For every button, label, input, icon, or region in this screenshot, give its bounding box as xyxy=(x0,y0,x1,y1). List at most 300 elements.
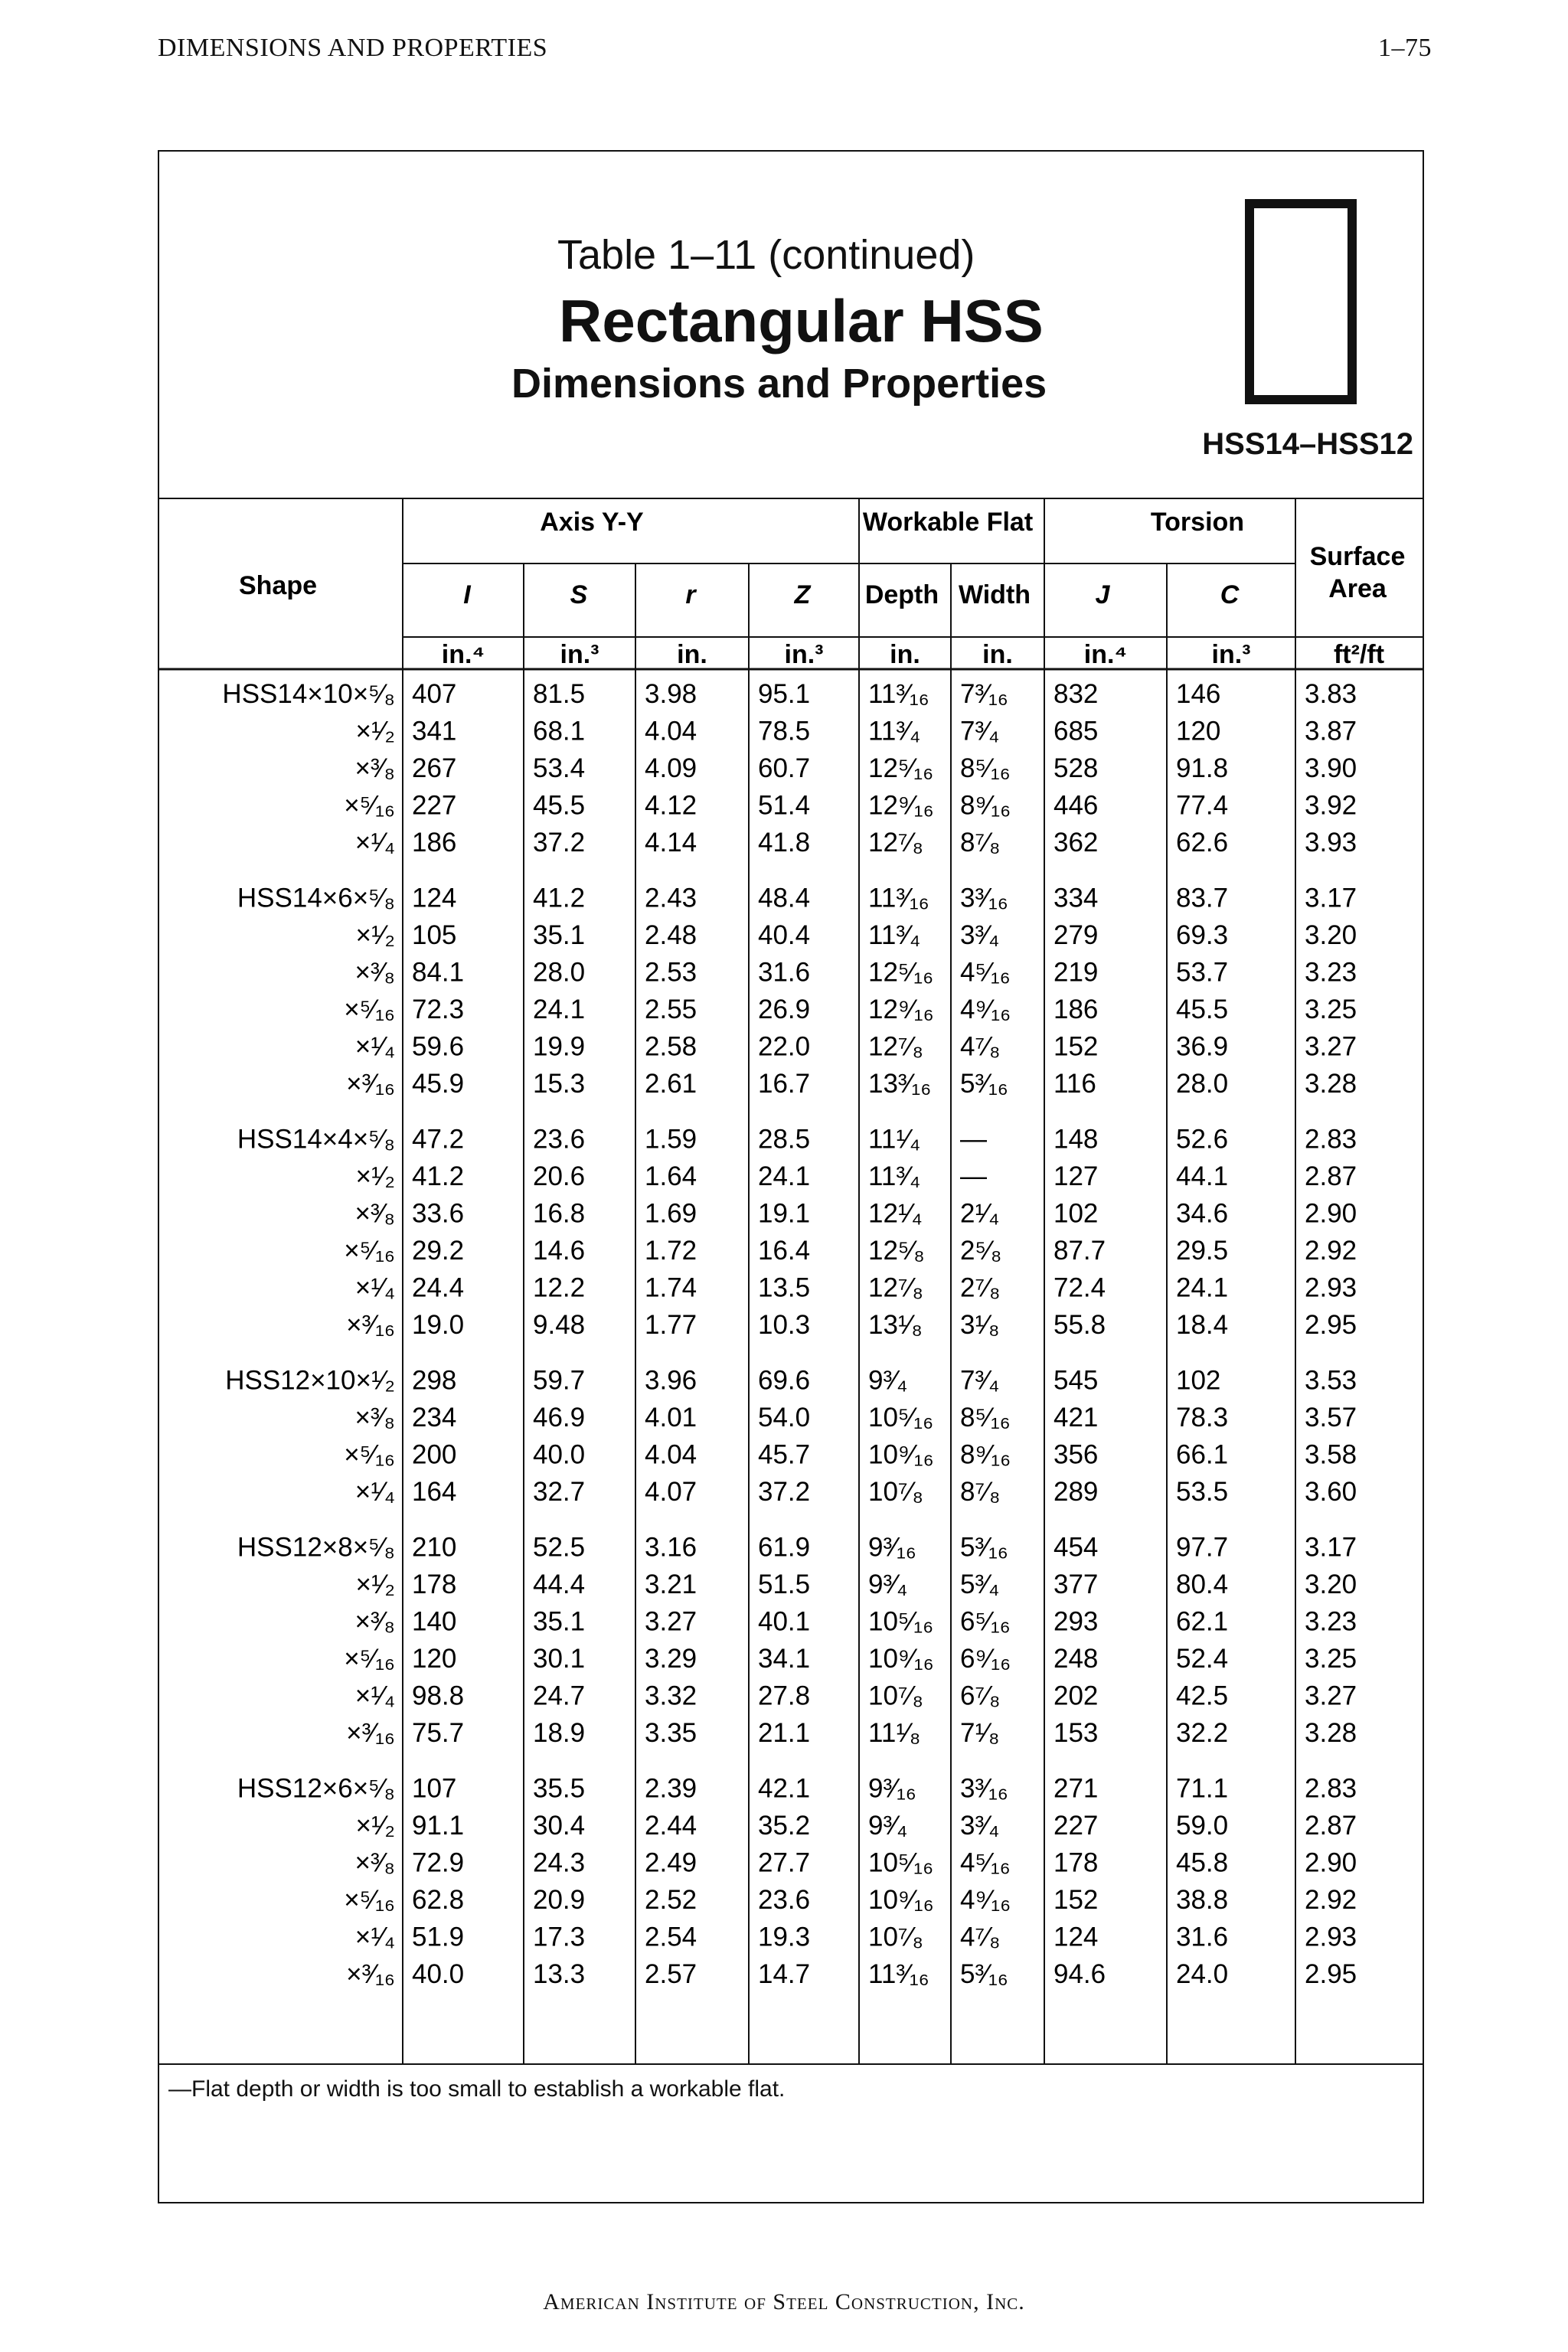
table-cell: 148 xyxy=(1054,1124,1099,1155)
table-cell: 83.7 xyxy=(1176,883,1229,913)
table-cell: 3³⁄₄ xyxy=(960,1811,1000,1841)
table-cell: 202 xyxy=(1054,1681,1099,1711)
table-cell: 120 xyxy=(1176,716,1221,746)
table-cell: 21.1 xyxy=(758,1718,811,1748)
table-cell: 4.12 xyxy=(645,790,697,821)
table-cell: 1.74 xyxy=(645,1272,697,1303)
table-cell: 78.3 xyxy=(1176,1403,1229,1432)
table-cell: 3.93 xyxy=(1305,828,1357,858)
table-cell: 40.0 xyxy=(533,1439,586,1470)
table-cell: 2.83 xyxy=(1305,1773,1357,1804)
table-cell: 30.4 xyxy=(533,1811,586,1841)
table-cell: 81.5 xyxy=(533,679,586,709)
table-cell: 40.0 xyxy=(412,1959,465,1989)
table-cell: 186 xyxy=(1054,995,1099,1024)
table-cell: 14.7 xyxy=(758,1959,811,1989)
table-cell: 44.1 xyxy=(1176,1161,1229,1191)
table-cell: 13.5 xyxy=(758,1272,811,1303)
table-cell: 23.6 xyxy=(533,1124,586,1155)
table-cell: 24.1 xyxy=(533,995,586,1024)
page-number: 1–75 xyxy=(1378,34,1432,62)
table-cell: 2.87 xyxy=(1305,1811,1357,1841)
table-cell: 19.0 xyxy=(412,1310,465,1340)
table-cell: 16.4 xyxy=(758,1236,811,1266)
table-cell: 24.7 xyxy=(533,1681,586,1711)
table-cell: 24.0 xyxy=(1176,1959,1229,1989)
shape-designation: ×⁵⁄₁₆ xyxy=(344,1236,395,1266)
shape-designation: ×⁵⁄₁₆ xyxy=(344,1644,395,1674)
table-cell: 210 xyxy=(412,1532,457,1563)
table-cell: 41.2 xyxy=(533,883,586,913)
table-cell: 41.2 xyxy=(412,1161,465,1191)
table-cell: 51.4 xyxy=(758,790,811,821)
table-cell: 186 xyxy=(412,828,457,858)
shape-range: HSS14–HSS12 xyxy=(1202,427,1413,461)
table-cell: 248 xyxy=(1054,1644,1099,1674)
table-cell: 8⁵⁄₁₆ xyxy=(960,1403,1011,1432)
table-cell: 48.4 xyxy=(758,883,811,913)
table-cell: 3.20 xyxy=(1305,1570,1357,1599)
table-cell: 234 xyxy=(412,1403,457,1432)
table-cell: 52.6 xyxy=(1176,1124,1229,1155)
unit-label: in.³ xyxy=(560,640,599,669)
table-cell: 6⁷⁄₈ xyxy=(960,1681,1001,1711)
table-cell: 24.3 xyxy=(533,1847,586,1878)
table-cell: 298 xyxy=(412,1365,457,1396)
header-Z: Z xyxy=(794,580,811,609)
table-cell: 4⁵⁄₁₆ xyxy=(960,957,1011,988)
table-cell: 3.29 xyxy=(645,1644,697,1674)
table-cell: 16.7 xyxy=(758,1069,811,1099)
table-cell: 9³⁄₄ xyxy=(868,1570,908,1599)
table-cell: 2¹⁄₄ xyxy=(960,1198,1000,1229)
table-cell: 178 xyxy=(1054,1847,1099,1878)
table-cell: 29.2 xyxy=(412,1236,465,1266)
unit-label: in. xyxy=(982,640,1013,669)
table-cell: 40.4 xyxy=(758,920,811,950)
table-cell: 19.9 xyxy=(533,1031,586,1062)
table-cell: 407 xyxy=(412,679,457,709)
table-cell: 178 xyxy=(412,1570,457,1599)
table-cell: 4.04 xyxy=(645,1439,697,1470)
shape-designation: ×¹⁄₄ xyxy=(354,1272,395,1303)
table-cell: 227 xyxy=(412,790,457,821)
table-cell: 12⁷⁄₈ xyxy=(868,1031,923,1062)
table-cell: 26.9 xyxy=(758,995,811,1024)
table-cell: 1.72 xyxy=(645,1236,697,1266)
table-cell: 153 xyxy=(1054,1718,1099,1748)
shape-designation: ×⁵⁄₁₆ xyxy=(344,995,395,1024)
table-cell: 51.5 xyxy=(758,1570,811,1599)
table-cell: 3.27 xyxy=(1305,1681,1357,1711)
table-cell: 27.8 xyxy=(758,1681,811,1711)
table-cell: 102 xyxy=(1176,1365,1221,1396)
table-cell: 35.1 xyxy=(533,1606,586,1637)
table-cell: 35.2 xyxy=(758,1811,811,1841)
shape-designation: ×³⁄₈ xyxy=(354,1403,395,1432)
shape-designation: HSS12×6×⁵⁄₈ xyxy=(237,1773,395,1804)
table-cell: 28.0 xyxy=(1176,1069,1229,1099)
footnote: —Flat depth or width is too small to establish a workable flat. xyxy=(168,2076,786,2102)
unit-label: in.⁴ xyxy=(441,640,485,669)
table-cell: 98.8 xyxy=(412,1681,465,1711)
table-cell: 5³⁄₁₆ xyxy=(960,1959,1008,1989)
table-cell: 94.6 xyxy=(1054,1959,1106,1989)
table-cell: 528 xyxy=(1054,753,1099,783)
table-cell: 3.92 xyxy=(1305,790,1357,821)
table-cell: 29.5 xyxy=(1176,1236,1229,1266)
table-cell: 124 xyxy=(412,883,457,913)
table-cell: 2.92 xyxy=(1305,1885,1357,1915)
header-area: Area xyxy=(1328,574,1387,603)
table-cell: 3.58 xyxy=(1305,1439,1357,1470)
table-cell: 421 xyxy=(1054,1403,1099,1432)
table-cell: 32.7 xyxy=(533,1477,586,1507)
header-r: r xyxy=(685,580,696,609)
table-cell: 334 xyxy=(1054,883,1099,913)
table-cell: 4.09 xyxy=(645,753,697,783)
table-cell: 12⁷⁄₈ xyxy=(868,1272,923,1303)
table-cell: 446 xyxy=(1054,790,1099,821)
table-cell: 267 xyxy=(412,753,457,783)
table-cell: 13.3 xyxy=(533,1959,586,1989)
table-cell: 30.1 xyxy=(533,1644,586,1674)
table-cell: 11¹⁄₈ xyxy=(868,1718,921,1748)
table-cell: 2.87 xyxy=(1305,1161,1357,1191)
table-cell: 3.25 xyxy=(1305,1644,1357,1674)
table-cell: 2.61 xyxy=(645,1069,697,1099)
unit-label: ft²/ft xyxy=(1333,640,1385,669)
table-cell: 16.8 xyxy=(533,1198,586,1229)
table-cell: 3.17 xyxy=(1305,1532,1357,1563)
unit-label: in.³ xyxy=(1211,640,1251,669)
table-cell: 4⁷⁄₈ xyxy=(960,1922,1001,1952)
table-cell: 3³⁄₁₆ xyxy=(960,1773,1008,1804)
shape-designation: ×³⁄₈ xyxy=(354,753,395,783)
table-cell: 11³⁄₁₆ xyxy=(868,1959,929,1989)
table-cell: 45.9 xyxy=(412,1069,465,1099)
table-cell: 2.39 xyxy=(645,1773,697,1804)
table-cell: 3.60 xyxy=(1305,1477,1357,1507)
table-cell: 91.1 xyxy=(412,1811,465,1841)
header-C: C xyxy=(1220,580,1240,609)
table-cell: 4⁷⁄₈ xyxy=(960,1031,1001,1062)
table-cell: 289 xyxy=(1054,1477,1099,1507)
table-cell: 10⁵⁄₁₆ xyxy=(868,1403,934,1432)
table-cell: 31.6 xyxy=(1176,1922,1229,1952)
table-cell: — xyxy=(960,1124,987,1155)
table-cell: 45.8 xyxy=(1176,1847,1229,1878)
table-cell: 9.48 xyxy=(533,1310,586,1340)
table-cell: 2.57 xyxy=(645,1959,697,1989)
table-cell: 6⁹⁄₁₆ xyxy=(960,1644,1011,1674)
table-cell: 6⁵⁄₁₆ xyxy=(960,1606,1011,1637)
table-cell: 69.3 xyxy=(1176,920,1229,950)
shape-designation: ×¹⁄₄ xyxy=(354,1031,395,1062)
table-cell: 3.98 xyxy=(645,679,697,709)
table-cell: 71.1 xyxy=(1176,1773,1229,1804)
table-cell: 10.3 xyxy=(758,1310,811,1340)
header-workable-flat: Workable Flat xyxy=(862,508,1034,537)
shape-designation: HSS14×6×⁵⁄₈ xyxy=(237,883,395,913)
table-cell: 17.3 xyxy=(533,1922,586,1952)
table-cell: 33.6 xyxy=(412,1198,465,1229)
table-cell: 13³⁄₁₆ xyxy=(868,1069,932,1099)
table-cell: 12⁵⁄₁₆ xyxy=(868,957,934,988)
shape-designation: ×¹⁄₄ xyxy=(354,1922,395,1952)
table-cell: 31.6 xyxy=(758,957,811,988)
table-cell: 2.95 xyxy=(1305,1310,1357,1340)
table-cell: 10⁵⁄₁₆ xyxy=(868,1606,934,1637)
table-cell: 69.6 xyxy=(758,1365,811,1396)
header-S: S xyxy=(570,580,588,609)
table-cell: 146 xyxy=(1176,679,1221,709)
table-cell: 12.2 xyxy=(533,1272,586,1303)
unit-label: in. xyxy=(890,640,920,669)
table-cell: 545 xyxy=(1054,1365,1099,1396)
table-cell: 10⁷⁄₈ xyxy=(868,1477,923,1507)
table-cell: 15.3 xyxy=(533,1069,586,1099)
table-cell: 3.27 xyxy=(645,1606,697,1637)
table-cell: 77.4 xyxy=(1176,790,1229,821)
table-cell: 45.5 xyxy=(1176,995,1229,1024)
table-number: Table 1–11 (continued) xyxy=(557,232,975,278)
table-cell: 271 xyxy=(1054,1773,1099,1804)
shape-designation: ×³⁄₁₆ xyxy=(346,1718,395,1748)
table-cell: 3.20 xyxy=(1305,920,1357,950)
table-cell: 685 xyxy=(1054,716,1099,746)
shape-designation: HSS12×10×¹⁄₂ xyxy=(225,1365,395,1396)
table-cell: 27.7 xyxy=(758,1847,811,1878)
table-cell: 24.1 xyxy=(758,1161,811,1191)
shape-designation: ×³⁄₁₆ xyxy=(346,1069,395,1099)
table-cell: 52.5 xyxy=(533,1532,586,1563)
table-cell: 8⁷⁄₈ xyxy=(960,1477,1001,1507)
table-cell: 53.4 xyxy=(533,753,586,783)
table-cell: 10⁹⁄₁₆ xyxy=(868,1885,934,1915)
table-cell: 35.5 xyxy=(533,1773,586,1804)
table-cell: 72.4 xyxy=(1054,1272,1106,1303)
table-cell: 5³⁄₁₆ xyxy=(960,1069,1008,1099)
table-cell: 5³⁄₄ xyxy=(960,1570,1000,1599)
table-cell: 20.9 xyxy=(533,1885,586,1915)
table-cell: 152 xyxy=(1054,1885,1099,1915)
shape-designation: ×⁵⁄₁₆ xyxy=(344,1885,395,1915)
table-cell: 12⁵⁄₁₆ xyxy=(868,753,934,783)
shape-designation: ×³⁄₈ xyxy=(354,1606,395,1637)
table-cell: 2.93 xyxy=(1305,1922,1357,1952)
table-cell: 24.1 xyxy=(1176,1272,1229,1303)
table-cell: 14.6 xyxy=(533,1236,586,1266)
table-cell: 3.83 xyxy=(1305,679,1357,709)
table-cell: 36.9 xyxy=(1176,1031,1229,1062)
table-cell: 3.23 xyxy=(1305,957,1357,988)
shape-designation: ×¹⁄₄ xyxy=(354,828,395,858)
table-cell: 12¹⁄₄ xyxy=(868,1198,923,1229)
table-cell: 1.69 xyxy=(645,1198,697,1229)
unit-label: in.³ xyxy=(784,640,824,669)
table-cell: 362 xyxy=(1054,828,1099,858)
header-shape: Shape xyxy=(238,571,318,600)
table-cell: 11³⁄₄ xyxy=(868,1161,921,1191)
table-cell: 4.01 xyxy=(645,1403,697,1432)
table-cell: 11³⁄₄ xyxy=(868,920,921,950)
table-cell: 3.25 xyxy=(1305,995,1357,1024)
table-cell: 1.64 xyxy=(645,1161,697,1191)
shape-designation: ×¹⁄₄ xyxy=(354,1681,395,1711)
table-cell: 4⁹⁄₁₆ xyxy=(960,995,1011,1024)
table-cell: 47.2 xyxy=(412,1124,465,1155)
table-cell: 3.21 xyxy=(645,1570,697,1599)
table-cell: 9³⁄₄ xyxy=(868,1811,908,1841)
table-cell: 2.54 xyxy=(645,1922,697,1952)
table-cell: 3.28 xyxy=(1305,1069,1357,1099)
table-cell: 2.48 xyxy=(645,920,697,950)
table-cell: 3.32 xyxy=(645,1681,697,1711)
table-cell: 55.8 xyxy=(1054,1310,1106,1340)
unit-label: in.⁴ xyxy=(1083,640,1128,669)
table-cell: 102 xyxy=(1054,1198,1099,1229)
table-cell: 87.7 xyxy=(1054,1236,1106,1266)
header-width: Width xyxy=(958,580,1031,609)
table-cell: 91.8 xyxy=(1176,753,1229,783)
shape-designation: HSS14×4×⁵⁄₈ xyxy=(237,1124,395,1155)
table-cell: 1.77 xyxy=(645,1310,697,1340)
table-subtitle: Dimensions and Properties xyxy=(511,361,1047,407)
table-cell: 2.52 xyxy=(645,1885,697,1915)
table-cell: 54.0 xyxy=(758,1403,811,1432)
table-cell: 9³⁄₁₆ xyxy=(868,1532,916,1563)
table-cell: 75.7 xyxy=(412,1718,465,1748)
table-cell: 10⁷⁄₈ xyxy=(868,1922,923,1952)
table-cell: 356 xyxy=(1054,1439,1099,1470)
table-cell: 9³⁄₁₆ xyxy=(868,1773,916,1804)
table-cell: 8⁹⁄₁₆ xyxy=(960,1439,1011,1470)
table-cell: 8⁹⁄₁₆ xyxy=(960,790,1011,821)
table-cell: 140 xyxy=(412,1606,457,1637)
table-cell: 2.95 xyxy=(1305,1959,1357,1989)
header-surface: Surface xyxy=(1309,542,1406,571)
shape-designation: ×¹⁄₂ xyxy=(355,716,395,746)
table-cell: 3³⁄₁₆ xyxy=(960,883,1008,913)
shape-designation: ×⁵⁄₁₆ xyxy=(344,1439,395,1470)
table-cell: 124 xyxy=(1054,1922,1099,1952)
table-cell: 127 xyxy=(1054,1161,1099,1191)
table-cell: 37.2 xyxy=(758,1477,811,1507)
table-cell: 10⁷⁄₈ xyxy=(868,1681,923,1711)
shape-designation: ×³⁄₈ xyxy=(354,957,395,988)
table-cell: 41.8 xyxy=(758,828,811,858)
table-cell: 32.2 xyxy=(1176,1718,1229,1748)
table-cell: 3.17 xyxy=(1305,883,1357,913)
table-cell: 4.04 xyxy=(645,716,697,746)
table-cell: 37.2 xyxy=(533,828,586,858)
table-cell: 2.83 xyxy=(1305,1124,1357,1155)
table-cell: 44.4 xyxy=(533,1570,586,1599)
table-cell: 24.4 xyxy=(412,1272,465,1303)
table-cell: 35.1 xyxy=(533,920,586,950)
table-cell: 12⁹⁄₁₆ xyxy=(868,995,934,1024)
table-cell: 12⁵⁄₈ xyxy=(868,1236,925,1266)
table-cell: 9³⁄₄ xyxy=(868,1365,908,1396)
table-cell: 5³⁄₁₆ xyxy=(960,1532,1008,1563)
table-cell: 18.4 xyxy=(1176,1310,1229,1340)
table-cell: 3.53 xyxy=(1305,1365,1357,1396)
table-cell: 11¹⁄₄ xyxy=(868,1124,921,1155)
table-cell: 45.5 xyxy=(533,790,586,821)
table-cell: 40.1 xyxy=(758,1606,811,1637)
table-cell: 8⁵⁄₁₆ xyxy=(960,753,1011,783)
table-cell: 97.7 xyxy=(1176,1532,1229,1563)
table-cell: 52.4 xyxy=(1176,1644,1229,1674)
table-cell: 7³⁄₁₆ xyxy=(960,679,1008,709)
table-cell: 832 xyxy=(1054,679,1099,709)
table-cell: 28.5 xyxy=(758,1124,811,1155)
table-cell: 341 xyxy=(412,716,457,746)
table-cell: 42.1 xyxy=(758,1773,811,1804)
table-cell: 22.0 xyxy=(758,1031,811,1062)
table-cell: 19.1 xyxy=(758,1198,811,1229)
table-cell: 2.93 xyxy=(1305,1272,1357,1303)
table-cell: 3¹⁄₈ xyxy=(960,1310,1000,1340)
shape-designation: ×³⁄₈ xyxy=(354,1847,395,1878)
table-cell: 19.3 xyxy=(758,1922,811,1952)
table-cell: 120 xyxy=(412,1644,457,1674)
table-cell: 2⁷⁄₈ xyxy=(960,1272,1001,1303)
table-cell: 293 xyxy=(1054,1606,1099,1637)
table-cell: 7³⁄₄ xyxy=(960,1365,1000,1396)
shape-designation: HSS12×8×⁵⁄₈ xyxy=(237,1532,395,1563)
table-cell: 80.4 xyxy=(1176,1570,1229,1599)
table-cell: 227 xyxy=(1054,1811,1099,1841)
shape-designation: ×⁵⁄₁₆ xyxy=(344,790,395,821)
header-depth: Depth xyxy=(864,580,939,609)
table-cell: 7³⁄₄ xyxy=(960,716,1000,746)
table-cell: 3.87 xyxy=(1305,716,1357,746)
table-cell: 84.1 xyxy=(412,957,465,988)
shape-designation: ×¹⁄₂ xyxy=(355,1161,395,1191)
shape-designation: ×³⁄₁₆ xyxy=(346,1959,395,1989)
shape-designation: ×¹⁄₂ xyxy=(355,1570,395,1599)
table-cell: 28.0 xyxy=(533,957,586,988)
table-cell: 51.9 xyxy=(412,1922,465,1952)
table-cell: 72.3 xyxy=(412,995,465,1024)
table-cell: 62.1 xyxy=(1176,1606,1229,1637)
table-cell: 61.9 xyxy=(758,1532,811,1563)
table-cell: 42.5 xyxy=(1176,1681,1229,1711)
table-cell: 10⁹⁄₁₆ xyxy=(868,1439,934,1470)
table-cell: 152 xyxy=(1054,1031,1099,1062)
table-cell: 23.6 xyxy=(758,1885,811,1915)
table-cell: 2.55 xyxy=(645,995,697,1024)
table-cell: 4.07 xyxy=(645,1477,697,1507)
table-cell: 2.92 xyxy=(1305,1236,1357,1266)
table-cell: 10⁵⁄₁₆ xyxy=(868,1847,934,1878)
table-cell: 34.1 xyxy=(758,1644,811,1674)
table-cell: 95.1 xyxy=(758,679,811,709)
table-frame xyxy=(158,150,1424,2203)
table-cell: 377 xyxy=(1054,1570,1099,1599)
publisher-footer: American Institute of Steel Construction, Inc. xyxy=(543,2289,1025,2314)
table-cell: 8⁷⁄₈ xyxy=(960,828,1001,858)
running-head-left: DIMENSIONS AND PROPERTIES xyxy=(158,34,548,62)
table-cell: 60.7 xyxy=(758,753,811,783)
table-cell: 3.16 xyxy=(645,1532,697,1563)
table-cell: 59.6 xyxy=(412,1031,465,1062)
table-cell: 53.7 xyxy=(1176,957,1229,988)
unit-label: in. xyxy=(677,640,707,669)
shape-designation: ×¹⁄₂ xyxy=(355,1811,395,1841)
